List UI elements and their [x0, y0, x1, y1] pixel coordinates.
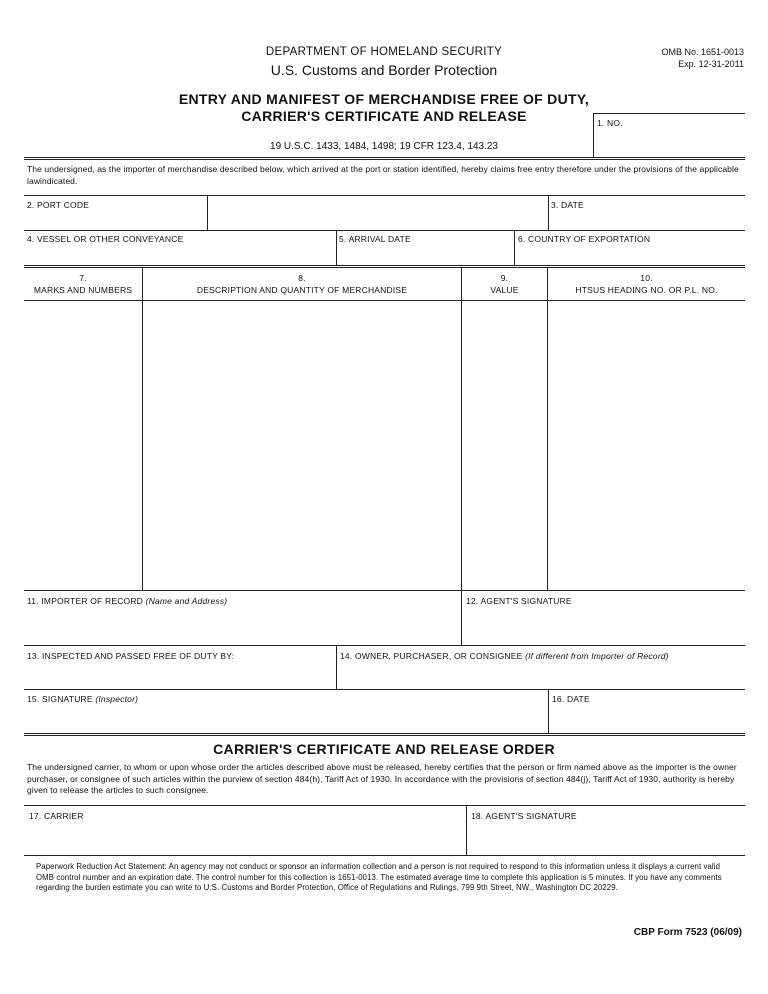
- agent-signature-label: 12. AGENT'S SIGNATURE: [466, 596, 572, 606]
- intro-statement: The undersigned, as the importer of merchandise described below, which arrived at the port or station identified, hereby claims free entry therefore under the provisions of the applicable lawindicated.: [27, 164, 739, 186]
- legal-citation: 19 U.S.C. 1433, 1484, 1498; 19 CFR 123.4, 143.23: [270, 141, 498, 152]
- omb-block: [661, 46, 744, 70]
- date16-label: 16. DATE: [552, 694, 590, 704]
- paperwork-reduction-statement: Paperwork Reduction Act Statement: An agency may not conduct or sponsor an information collection and a person is not required to respond to this information unless it displays a current valid OMB control number and an expiration date. The control number for this collection is 1651-0013. The estimated average time to complete this application is 5 minutes. If you have any comments regarding the burden estimate you can write to U.S. Customs and Border Protection, Office of Regulations and Rulings, 799 9th Street, NW., Washington DC 20229.: [36, 862, 722, 892]
- signature-note: (Inspector): [95, 694, 139, 704]
- carrier-label: 17. CARRIER: [29, 811, 84, 821]
- date-label: 3. DATE: [551, 200, 584, 210]
- htsus-cell[interactable]: [548, 301, 744, 589]
- form-title-line1: ENTRY AND MANIFEST OF MERCHANDISE FREE OF DUTY,: [178, 91, 590, 107]
- column-label: HTSUS HEADING NO. OR P.L. NO.: [575, 285, 718, 295]
- agent-signature-field[interactable]: [462, 608, 744, 644]
- signature-label: 15. SIGNATURE: [27, 694, 93, 704]
- expiration-date: Exp. 12-31-2011: [678, 59, 744, 69]
- owner-note: (If different from Importer of Record): [525, 651, 669, 661]
- value-cell[interactable]: [462, 301, 546, 589]
- country-label: 6. COUNTRY OF EXPORTATION: [518, 234, 651, 244]
- agent-signature18-field[interactable]: [467, 823, 744, 854]
- carrier-section-title: CARRIER'S CERTIFICATE AND RELEASE ORDER: [213, 741, 555, 757]
- arrival-date-label: 5. ARRIVAL DATE: [339, 234, 411, 244]
- column-number: 7.: [79, 273, 87, 283]
- date-field[interactable]: [549, 212, 744, 229]
- country-field[interactable]: [515, 246, 744, 265]
- no-label: 1. NO.: [597, 118, 623, 128]
- no-field[interactable]: [594, 130, 744, 156]
- column-number: 8.: [298, 273, 306, 283]
- omb-number: OMB No. 1651-0013: [661, 47, 744, 57]
- importer-label: 11. IMPORTER OF RECORD: [27, 596, 144, 606]
- form-title-line2: CARRIER'S CERTIFICATE AND RELEASE: [241, 108, 527, 124]
- marks-numbers-cell[interactable]: [25, 301, 141, 589]
- arrival-date-field[interactable]: [337, 246, 513, 265]
- port-code-field[interactable]: [25, 212, 206, 229]
- vessel-label: 4. VESSEL OR OTHER CONVEYANCE: [27, 234, 184, 244]
- column-number: 10.: [640, 273, 653, 283]
- carrier-field[interactable]: [25, 823, 465, 854]
- column-header-description: [143, 272, 461, 296]
- date16-field[interactable]: [549, 706, 744, 732]
- column-label: MARKS AND NUMBERS: [33, 285, 133, 295]
- description-cell[interactable]: [143, 301, 460, 589]
- inspected-label: 13. INSPECTED AND PASSED FREE OF DUTY BY:: [27, 651, 235, 661]
- owner-field[interactable]: [337, 663, 744, 688]
- department-name: DEPARTMENT OF HOMELAND SECURITY: [265, 46, 503, 58]
- form-number: CBP Form 7523 (06/09): [633, 927, 742, 938]
- agent-signature18-label: 18. AGENT'S SIGNATURE: [471, 811, 577, 821]
- agency-name: U.S. Customs and Border Protection: [270, 62, 498, 78]
- importer-label-group: [27, 596, 227, 606]
- inspector-signature-field[interactable]: [25, 706, 547, 732]
- importer-field[interactable]: [25, 608, 460, 644]
- column-number: 9.: [500, 273, 509, 283]
- column-header-value: [462, 272, 547, 296]
- column-header-marks: [24, 272, 142, 296]
- owner-label: 14. OWNER, PURCHASER, OR CONSIGNEE: [340, 651, 523, 661]
- owner-label-group: [340, 651, 669, 661]
- vessel-field[interactable]: [25, 246, 335, 265]
- importer-note: (Name and Address): [145, 596, 228, 606]
- inspected-field[interactable]: [25, 663, 335, 688]
- column-label: DESCRIPTION AND QUANTITY OF MERCHANDISE: [196, 285, 408, 295]
- carrier-certificate-text: The undersigned carrier, to whom or upon whose order the articles described above must be released, hereby certifies that the person or firm named above as the importer is the owner purchaser, or consignee of such articles within the purview of section 484(h), Tariff Act of 1930. In accordance with the provisions of section 484(j), Tariff Act of 1930, authority is hereby given to release the articles to such consignee.: [27, 762, 737, 795]
- signature-label-group: [27, 694, 138, 704]
- column-header-htsus: [548, 272, 745, 296]
- column-label: VALUE: [490, 285, 519, 295]
- port-code-label: 2. PORT CODE: [27, 200, 90, 210]
